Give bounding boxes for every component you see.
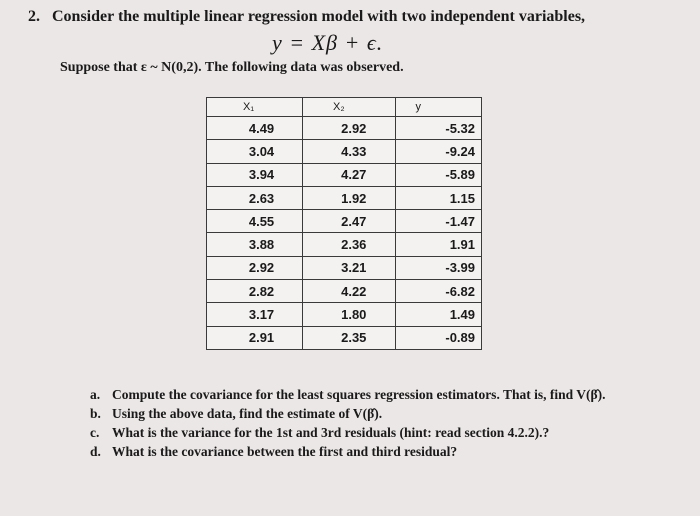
- cell-x1: 3.17: [207, 303, 303, 326]
- cell-x2: 2.47: [303, 210, 395, 233]
- model-equation: y = Xβ + ϵ.: [272, 30, 384, 55]
- part-text: Using the above data, find the estimate of V(β̂).: [112, 406, 383, 421]
- table-row: [207, 256, 482, 279]
- question-part-a: [90, 385, 650, 404]
- table-row: [207, 280, 482, 303]
- cell-x2: 1.80: [303, 303, 395, 326]
- table-row: [207, 303, 482, 326]
- table-row: [207, 140, 482, 163]
- cell-x1: 3.88: [207, 233, 303, 256]
- question-parts: [90, 385, 650, 461]
- column-header-y: y: [395, 98, 482, 117]
- table-row: [207, 117, 482, 140]
- part-text: What is the covariance between the first and third residual?: [112, 444, 458, 459]
- cell-x1: 4.49: [207, 117, 303, 140]
- cell-y: -9.24: [395, 140, 482, 163]
- cell-x1: 2.92: [207, 256, 303, 279]
- cell-x1: 2.82: [207, 280, 303, 303]
- part-text: What is the variance for the 1st and 3rd residuals (hint: read section 4.2.2).?: [112, 425, 550, 440]
- cell-x2: 2.92: [303, 117, 395, 140]
- cell-x2: 1.92: [303, 186, 395, 209]
- question-heading-text: Consider the multiple linear regression model with two independent variables,: [52, 8, 586, 25]
- cell-x1: 4.55: [207, 210, 303, 233]
- table-row: [207, 163, 482, 186]
- table-header-row: [207, 98, 482, 117]
- table-row: [207, 326, 482, 349]
- cell-y: -0.89: [395, 326, 482, 349]
- cell-x1: 2.63: [207, 186, 303, 209]
- part-text: Compute the covariance for the least squares regression estimators. That is, find V(β̂).: [112, 387, 606, 402]
- data-table: [206, 97, 482, 350]
- cell-y: 1.49: [395, 303, 482, 326]
- cell-x1: 3.04: [207, 140, 303, 163]
- question-number: 2.: [28, 8, 40, 25]
- part-label: c.: [90, 425, 100, 440]
- cell-y: -3.99: [395, 256, 482, 279]
- part-label: a.: [90, 387, 101, 402]
- cell-x2: 2.36: [303, 233, 395, 256]
- cell-x1: 3.94: [207, 163, 303, 186]
- cell-y: -1.47: [395, 210, 482, 233]
- cell-x2: 2.35: [303, 326, 395, 349]
- part-label: d.: [90, 444, 101, 459]
- cell-x2: 3.21: [303, 256, 395, 279]
- question-part-d: [90, 442, 650, 461]
- column-header-x1: X₁: [207, 98, 303, 117]
- question-part-c: [90, 423, 650, 442]
- cell-y: -5.89: [395, 163, 482, 186]
- cell-y: 1.91: [395, 233, 482, 256]
- part-label: b.: [90, 406, 101, 421]
- cell-y: -5.32: [395, 117, 482, 140]
- table-row: [207, 233, 482, 256]
- cell-y: 1.15: [395, 186, 482, 209]
- table-row: [207, 186, 482, 209]
- question-part-b: [90, 404, 650, 423]
- column-header-x2: X₂: [303, 98, 395, 117]
- cell-y: -6.82: [395, 280, 482, 303]
- cell-x2: 4.22: [303, 280, 395, 303]
- cell-x1: 2.91: [207, 326, 303, 349]
- cell-x2: 4.27: [303, 163, 395, 186]
- supposition-text: Suppose that ε ~ N(0,2). The following data was observed.: [60, 60, 404, 75]
- cell-x2: 4.33: [303, 140, 395, 163]
- table-row: [207, 210, 482, 233]
- question-heading: [28, 8, 585, 26]
